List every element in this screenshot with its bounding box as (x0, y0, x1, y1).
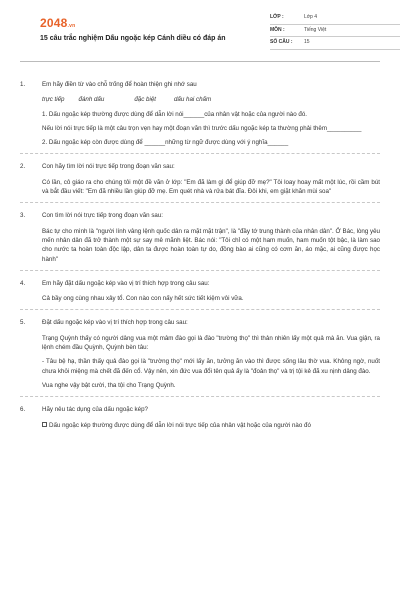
meta-value: Lớp 4 (304, 14, 318, 20)
question-2 (20, 162, 380, 203)
question-passage: Có lần, cô giáo ra cho chúng tôi một đề văn ở lớp: "Em đã làm gì để giúp đỡ mẹ?" Tôi loay hoay mất một lúc, rồi cầm bút và bắt đầu viết: "Em đã nhiều lần giúp đỡ mẹ. Em quét nhà và rửa bát đĩa. Đôi khi, em giặt khăn mùi soa" (42, 178, 380, 196)
question-number: 2. (20, 163, 26, 171)
divider (20, 396, 380, 397)
word-bank (42, 95, 380, 104)
divider (20, 270, 380, 271)
meta-value: Tiếng Việt (304, 26, 327, 33)
question-5 (20, 318, 380, 397)
question-number: 4. (20, 279, 26, 287)
question-prompt: Con tìm lời nói trực tiếp trong đoạn văn sau: (42, 212, 164, 220)
question-prompt: Đặt dấu ngoặc kép vào vị trí thích hợp trong câu sau: (42, 319, 188, 327)
meta-key: MÔN : (270, 26, 285, 33)
word-option[interactable]: trực tiếp (42, 96, 65, 104)
question-1 (20, 80, 380, 154)
meta-table (270, 12, 400, 50)
question-line: Nếu lời nói trực tiếp là một câu trọn vẹn hay một đoạn văn thì trước dấu ngoặc kép ta thường phải thêm__________ (42, 124, 362, 132)
meta-row-class (270, 12, 400, 25)
question-number: 6. (20, 406, 26, 414)
checkbox-icon[interactable] (42, 422, 47, 427)
question-passage: - Tâu bệ hạ, thần thấy quả đào gọi là "trường thọ" mới lấy ăn, tưởng ăn vào thì được sống lâu thờ vua. Không ngờ, nuốt chưa khỏi miệng mà chết đã đến cổ. Vậy nên, xin đức vua đổi tên quả ấy là "đoản thọ" và trị tội kẻ đã xu nịnh dâng đào. (42, 358, 380, 375)
question-3 (20, 211, 380, 270)
answer-option[interactable] (42, 421, 380, 430)
question-line: 2. Dấu ngoặc kép còn được dùng để ______những từ ngữ được dùng với ý nghĩa______ (42, 139, 289, 147)
page-title: 15 câu trắc nghiệm Dấu ngoặc kép Cánh diều có đáp án (40, 35, 226, 42)
question-passage: Bác tự cho mình là "người lính vâng lệnh quốc dân ra mặt mặt trận", là "đầy tớ trung thành của nhân dân". Ở Bác, lòng yêu mến nhân dân đã trở thành một sự say mê mãnh liệt. Bác nói: "Tôi chỉ có một ham muốn, ham muốn tột bậc, là làm sao cho nước ta hoàn toàn độc lập, dân ta được hoàn toàn tự do, đồng bào ai cũng có cơm ăn, áo mặc, ai cũng được học hành" (42, 227, 380, 263)
meta-row-count (270, 37, 400, 50)
question-number: 1. (20, 81, 26, 88)
answer-option-label: Dấu ngoặc kép thường được dùng để dẫn lời nói trực tiếp của nhân vật hoặc của người nào đó (49, 421, 311, 429)
word-option[interactable]: đặc biệt (134, 96, 156, 104)
question-line: 1. Dấu ngoặc kép thường được dùng để dẫn lời nói______của nhân vật hoặc của người nào đó. (42, 110, 307, 118)
question-number: 3. (20, 212, 26, 220)
divider (20, 153, 380, 154)
word-option[interactable]: đánh dấu (78, 96, 105, 104)
page-header (20, 0, 380, 62)
question-prompt: Em hãy điền từ vào chỗ trống để hoàn thiện ghi nhớ sau (42, 81, 197, 88)
question-prompt: Hãy nêu tác dụng của dấu ngoặc kép? (42, 406, 148, 414)
meta-key: SỐ CÂU : (270, 39, 293, 45)
question-passage: Vua nghe vậy bật cười, tha tội cho Trạng Quỳnh. (42, 381, 176, 389)
question-passage: Cả bầy ong cùng nhau xây tổ. Con nào con nấy hết sức tiết kiệm vôi vữa. (42, 295, 244, 303)
divider (20, 309, 380, 310)
question-number: 5. (20, 319, 26, 327)
site-logo[interactable]: 2048.vn (40, 16, 76, 30)
question-prompt: Em hãy đặt dấu ngoặc kép vào vị trí thích hợp trong câu sau: (42, 279, 210, 287)
question-6 (20, 405, 380, 430)
meta-key: LỚP : (270, 14, 284, 20)
divider (20, 202, 380, 203)
word-option[interactable]: dấu hai chấm (173, 96, 212, 104)
question-passage: Trạng Quỳnh thấy có người dâng vua một mâm đào gọi là đào "trường thọ" thì thản nhiên lấy một quả mà ăn. Vua giận, ra lệnh chém đầu Quỳnh, Quỳnh bèn tâu: (42, 334, 380, 352)
question-prompt: Con hãy tìm lời nói trực tiếp trong đoạn văn sau: (42, 163, 175, 171)
meta-row-subject (270, 25, 400, 38)
question-4 (20, 279, 380, 311)
meta-value: 15 (304, 39, 310, 45)
question-list (20, 80, 380, 438)
